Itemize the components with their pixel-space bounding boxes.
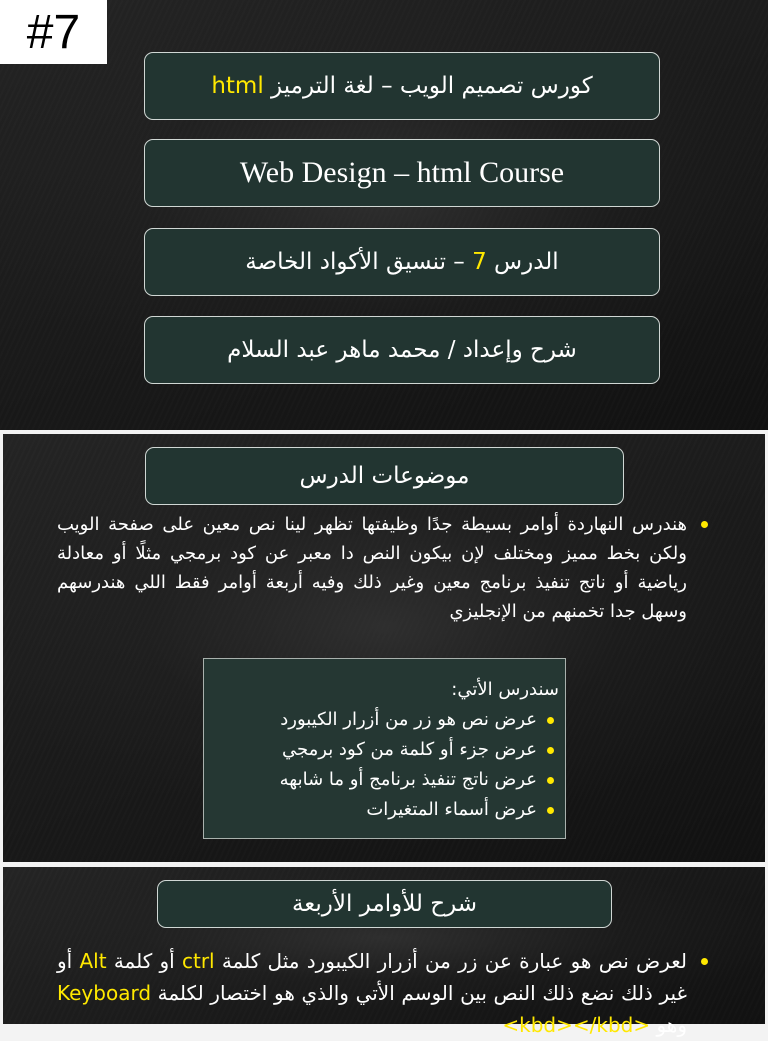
lesson-suffix: – تنسيق الأكواد الخاصة: [245, 249, 473, 275]
author-name: شرح وإعداد / محمد ماهر عبد السلام: [227, 337, 577, 363]
bullet-icon: [547, 717, 554, 724]
bullet-icon: [547, 807, 554, 814]
badge-label: #7: [26, 5, 81, 59]
course-title-ar-highlight: html: [211, 73, 264, 99]
commands-title-box: [157, 880, 612, 928]
bullet-icon: [701, 958, 708, 965]
topic-text: عرض نص هو زر من أزرار الكيبورد: [280, 709, 537, 730]
title-slide: [0, 0, 768, 430]
explain-part-2: أو كلمة: [106, 949, 182, 973]
explain-part-3: أو غير ذلك نضع ذلك النص بين الوسم الأتي والذي هو اختصار لكلمة: [57, 949, 687, 1005]
list-item: [210, 735, 559, 765]
course-title-en: Web Design – html Course: [239, 156, 565, 189]
commands-title: شرح للأوامر الأربعة: [291, 891, 478, 917]
course-title-en-box: [144, 139, 660, 207]
lesson-prefix: الدرس: [486, 249, 559, 275]
explain-part-4: وهو: [650, 1013, 687, 1037]
key-alt: Alt: [79, 949, 107, 973]
author-box: [144, 316, 660, 384]
course-title-ar: [211, 73, 592, 99]
commands-slide: [3, 867, 765, 1037]
topics-title-box: [145, 447, 624, 505]
intro-text: هندرس النهاردة أوامر بسيطة جدًا وظيفتها تظهر لينا نص معين على صفحة الويب ولكن بخط مميز ومختلف لإن بيكون النص دا معبر عن كود برمجي مثلًا أو معادلة رياضية أو ناتج تنفيذ برنامج معين وغير ذلك وفيه أربعة أوامر فقط اللي هندرسهم وسهل جدا تخمنهم من الإنجليزي: [57, 514, 687, 622]
explain-part-1: لعرض نص هو عبارة عن زر من أزرار الكيبورد مثل كلمة: [214, 949, 687, 973]
lesson-number-badge: [0, 0, 107, 64]
topic-text: عرض ناتج تنفيذ برنامج أو ما شابهه: [279, 769, 537, 790]
topics-list: [210, 705, 559, 825]
topics-heading: سندرس الأتي:: [451, 679, 559, 700]
course-title-ar-box: [144, 52, 660, 120]
lesson-title: [245, 249, 558, 275]
word-keyboard: Keyboard: [57, 981, 152, 1005]
topics-title: موضوعات الدرس: [299, 463, 470, 489]
list-item: [210, 705, 559, 735]
lesson-number: 7: [472, 249, 487, 275]
topic-text: عرض أسماء المتغيرات: [366, 799, 537, 820]
kbd-explanation-bullet: [57, 945, 713, 1041]
lesson-title-box: [144, 228, 660, 296]
kbd-tag: <kbd></kbd>: [502, 1013, 651, 1037]
bullet-icon: [547, 747, 554, 754]
key-ctrl: ctrl: [181, 949, 215, 973]
list-item: [210, 765, 559, 795]
course-title-ar-text: كورس تصميم الويب – لغة الترميز: [263, 73, 593, 99]
list-item: [210, 795, 559, 825]
topic-text: عرض جزء أو كلمة من كود برمجي: [282, 739, 537, 760]
bullet-icon: [701, 521, 708, 528]
topics-box: [203, 658, 566, 839]
bullet-icon: [547, 777, 554, 784]
topics-slide: [3, 434, 765, 862]
intro-bullet: [57, 510, 713, 626]
